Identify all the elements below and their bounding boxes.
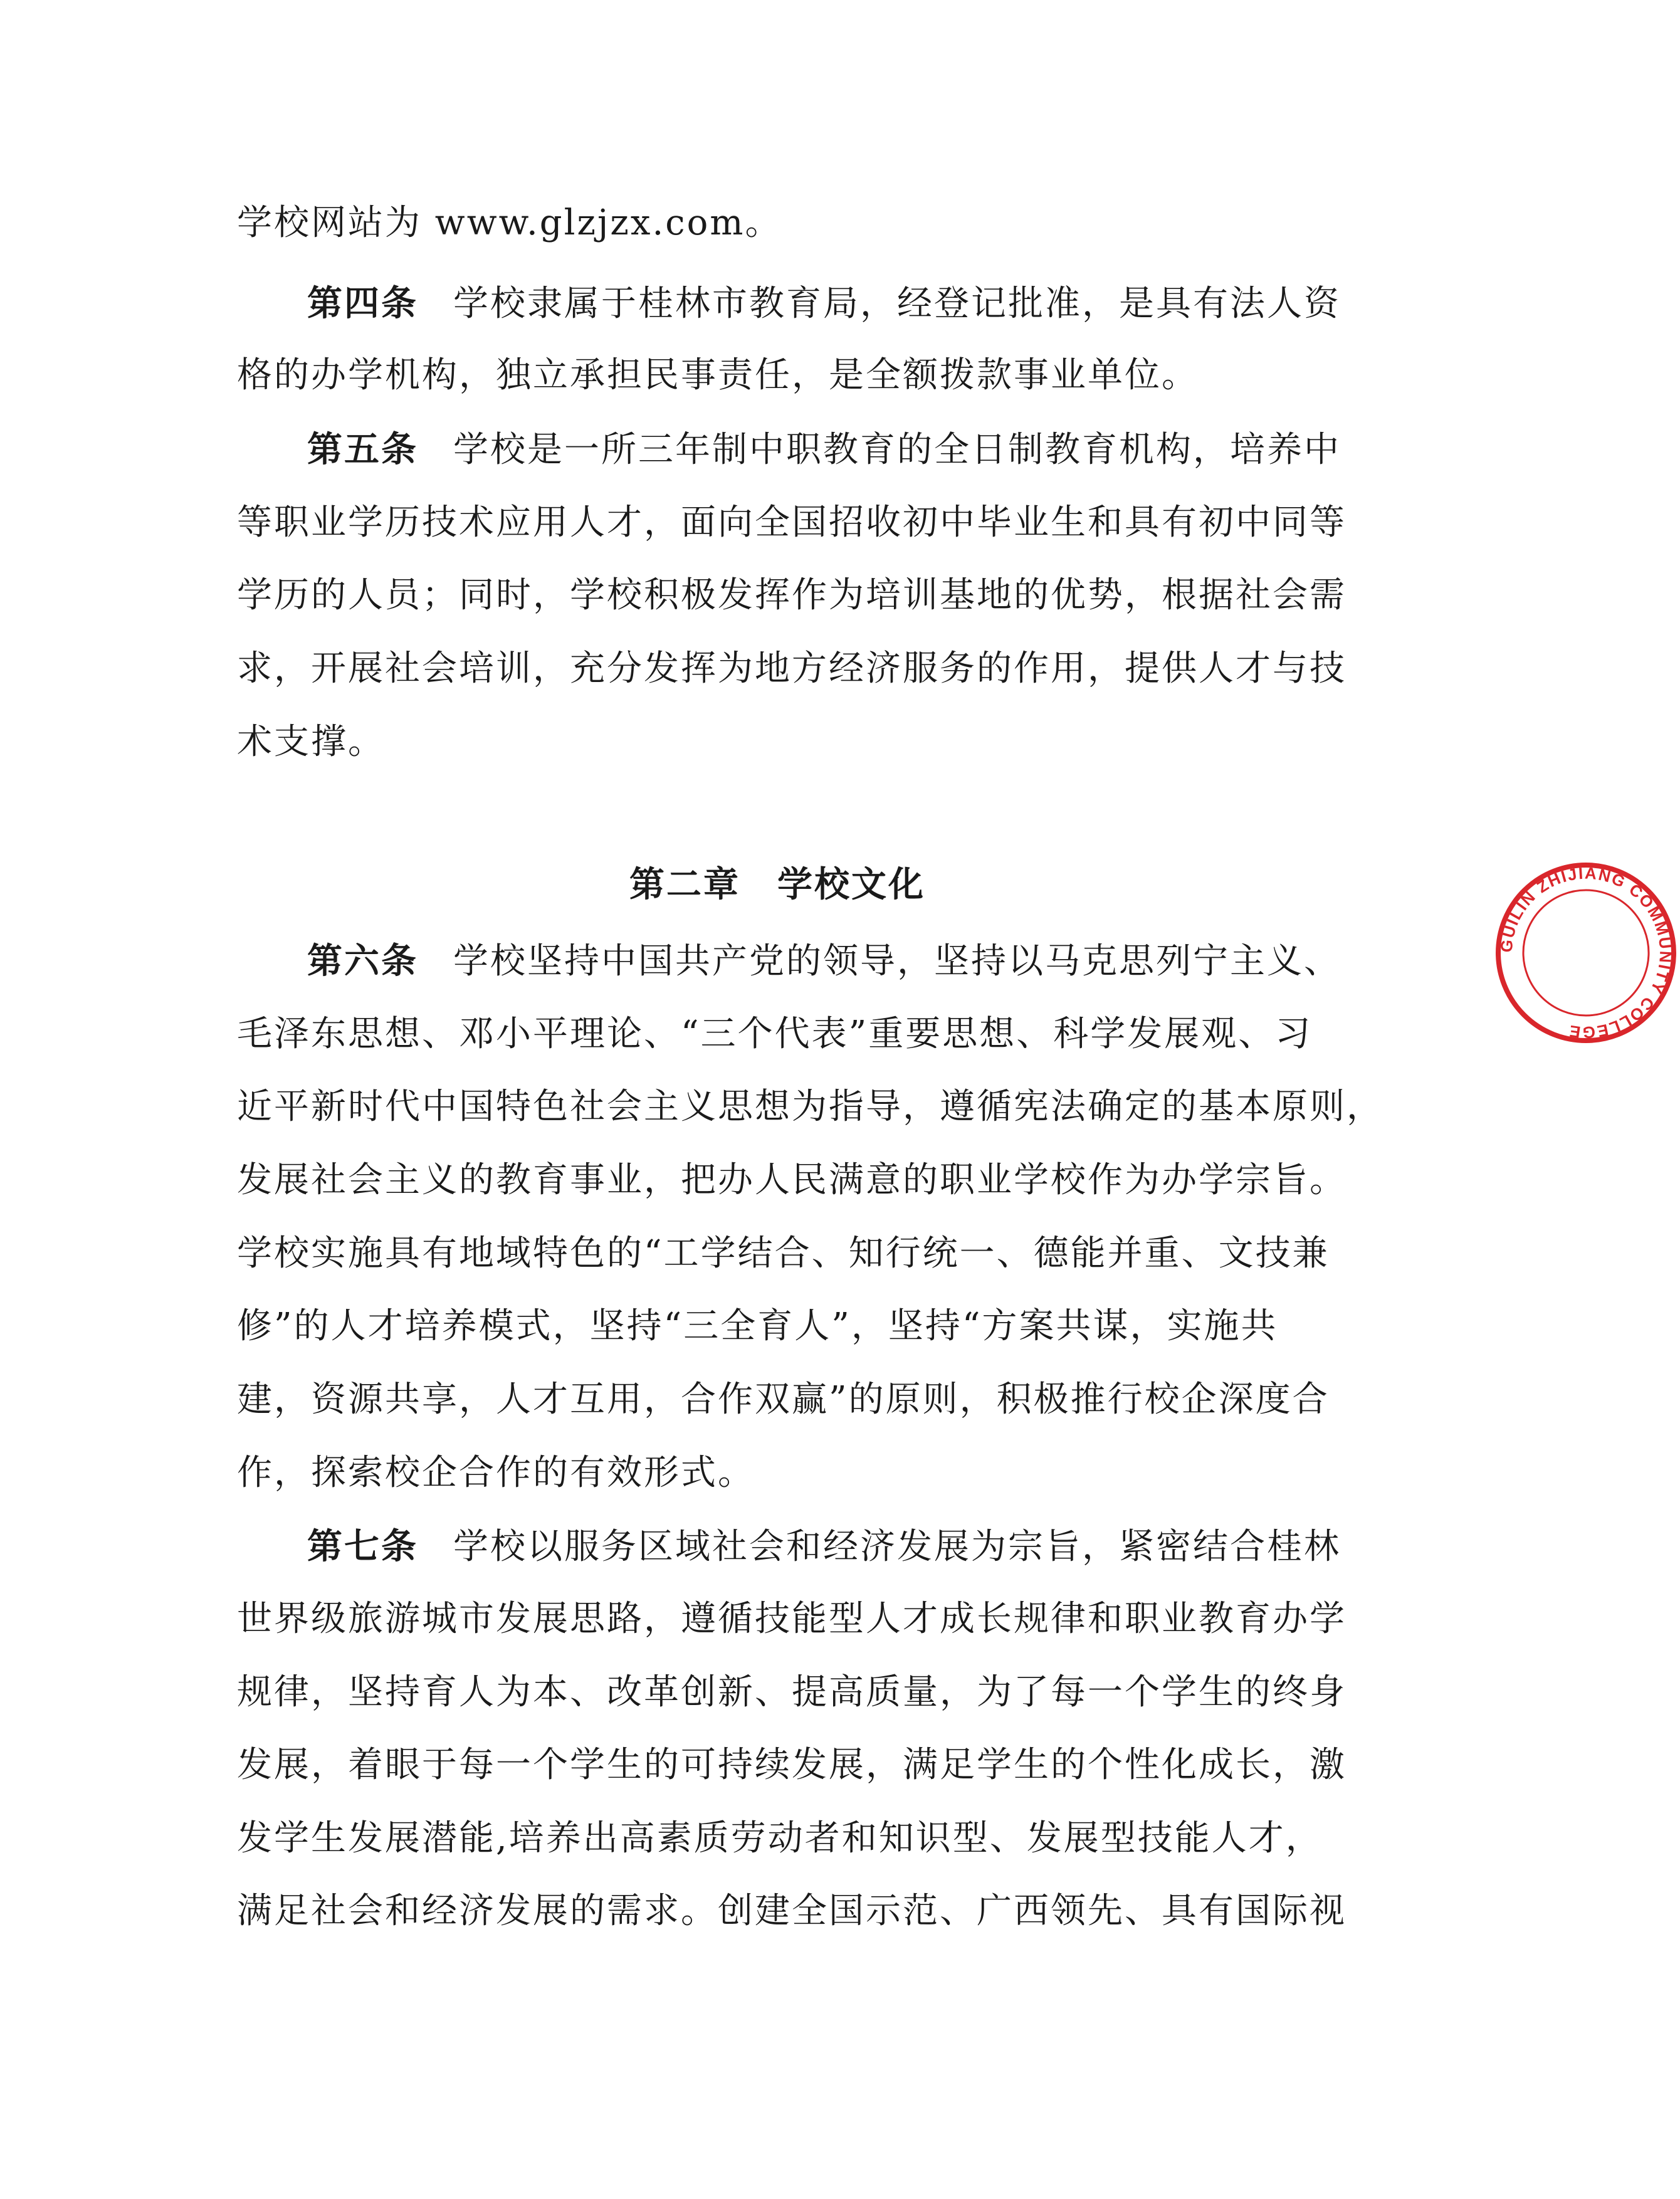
text-line xyxy=(237,1597,1347,1642)
line-text: 满足社会和经济发展的需求。创建全国示范、广西领先、具有国际视 xyxy=(237,1891,1347,1931)
line-text: 学校以服务区域社会和经济发展为宗旨，紧密结合桂林 xyxy=(453,1526,1341,1567)
text-line xyxy=(237,1816,1323,1861)
text-line xyxy=(237,573,1347,618)
seal-text: GUILIN ZHIJIANG COMMUNITY COLLEGE xyxy=(1496,863,1676,1042)
article-line xyxy=(307,427,1341,472)
text-line xyxy=(237,500,1347,545)
text-line xyxy=(237,1012,1312,1057)
article-label: 第七条 xyxy=(307,1526,418,1567)
text-line xyxy=(237,1377,1330,1422)
text-line xyxy=(237,720,385,765)
line-text: 世界级旅游城市发展思路，遵循技能型人才成长规律和职业教育办学 xyxy=(237,1598,1347,1639)
line-text: 发展，着眼于每一个学生的可持续发展，满足学生的个性化成长，激 xyxy=(237,1745,1347,1785)
text-line xyxy=(237,1158,1347,1203)
line-text: 毛泽东思想、邓小平理论、“三个代表”重要思想、科学发展观、习 xyxy=(237,1014,1313,1054)
article-line xyxy=(307,938,1341,984)
official-seal xyxy=(1492,859,1680,1047)
article-line xyxy=(307,1524,1341,1569)
text-line xyxy=(237,1670,1347,1715)
text-line xyxy=(237,1451,755,1496)
line-text: 学校隶属于桂林市教育局，经登记批准，是具有法人资 xyxy=(453,283,1341,324)
line-text: 作，探索校企合作的有效形式。 xyxy=(237,1452,755,1493)
line-text: 求，开展社会培训，充分发挥为地方经济服务的作用，提供人才与技 xyxy=(237,648,1347,689)
line-text: 学校实施具有地域特色的“工学结合、知行统一、德能并重、文技兼 xyxy=(237,1233,1330,1274)
line-text: 建，资源共享，人才互用，合作双赢”的原则，积极推行校企深度合 xyxy=(237,1379,1330,1420)
article-line xyxy=(307,281,1341,326)
line-text: 发展社会主义的教育事业，把办人民满意的职业学校作为办学宗旨。 xyxy=(237,1160,1347,1200)
article-label: 第四条 xyxy=(307,283,418,324)
text-line xyxy=(237,353,1199,398)
line-text: 术支撑。 xyxy=(237,722,385,762)
line-text: 规律，坚持育人为本、改革创新、提高质量，为了每一个学生的终身 xyxy=(237,1672,1347,1713)
article-label: 第五条 xyxy=(307,429,418,470)
line-text: 学校是一所三年制中职教育的全日制教育机构，培养中 xyxy=(453,429,1341,470)
text-line xyxy=(237,1084,1383,1130)
line-text: 格的办学机构，独立承担民事责任，是全额拨款事业单位。 xyxy=(237,355,1199,396)
line-text: 学校网站为 www.glzjzx.com。 xyxy=(237,202,782,243)
line-text: 发学生发展潜能,培养出高素质劳动者和知识型、发展型技能人才， xyxy=(237,1818,1323,1859)
line-text: 近平新时代中国特色社会主义思想为指导，遵循宪法确定的基本原则， xyxy=(237,1086,1383,1127)
text-line xyxy=(237,1743,1347,1788)
text-line xyxy=(237,201,782,246)
text-line xyxy=(237,1304,1278,1349)
text-line xyxy=(237,1231,1330,1276)
line-text: 修”的人才培养模式，坚持“三全育人”，坚持“方案共谋，实施共 xyxy=(237,1306,1278,1346)
line-text: 学历的人员；同时，学校积极发挥作为培训基地的优势，根据社会需 xyxy=(237,575,1347,616)
chapter-title: 第二章 学校文化 xyxy=(629,864,925,905)
text-line xyxy=(237,1889,1347,1934)
article-label: 第六条 xyxy=(307,940,418,982)
line-text: 等职业学历技术应用人才，面向全国招收初中毕业生和具有初中同等 xyxy=(237,502,1347,543)
seal-inner-ring xyxy=(1523,890,1649,1016)
text-line xyxy=(237,646,1347,691)
line-text: 学校坚持中国共产党的领导，坚持以马克思列宁主义、 xyxy=(453,941,1341,982)
